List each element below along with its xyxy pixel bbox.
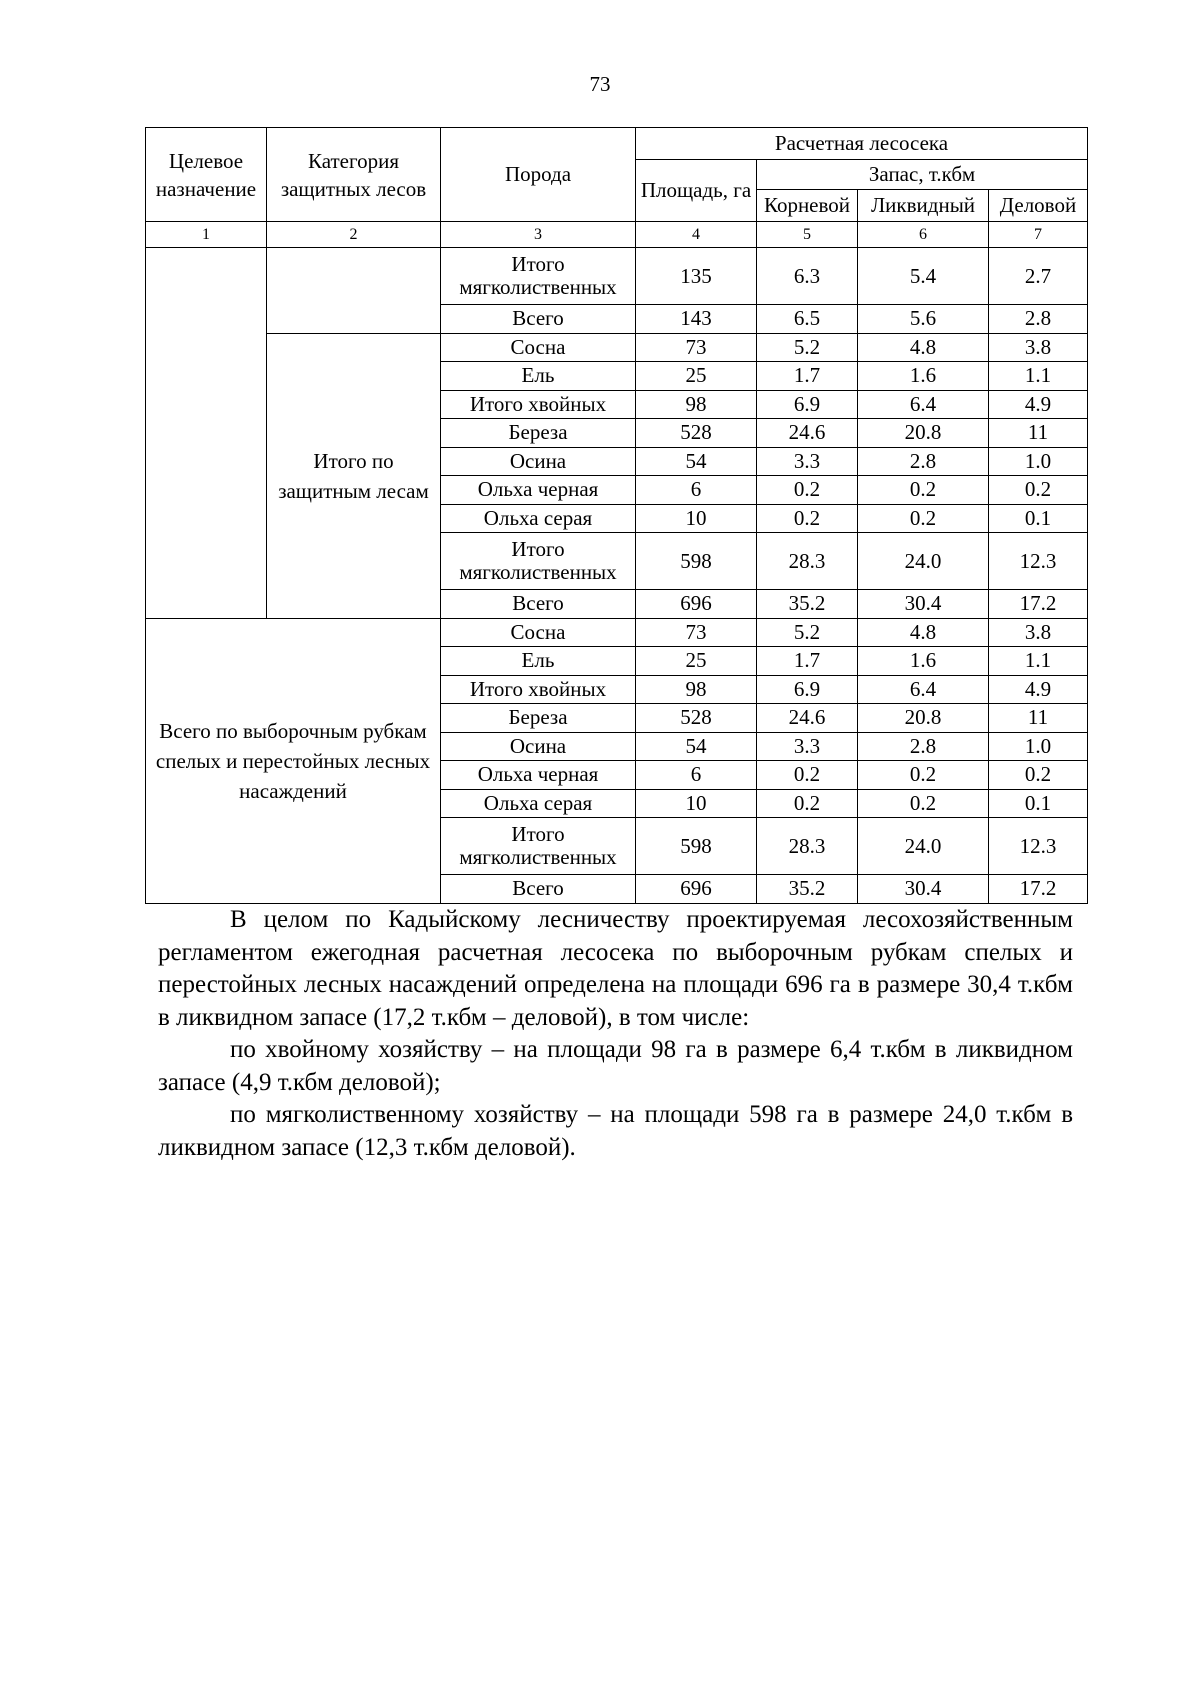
page-number: 73 bbox=[589, 72, 611, 96]
cell-business: 12.3 bbox=[989, 533, 1088, 590]
header-business: Деловой bbox=[989, 190, 1088, 222]
cell-species: Ольха черная bbox=[441, 761, 636, 790]
col-number: 3 bbox=[441, 222, 636, 248]
cell-area: 598 bbox=[636, 818, 757, 875]
total-selective-felling: Всего по выборочным рубкам спелых и перестойных лесных насаждений bbox=[146, 618, 441, 903]
cell-root: 35.2 bbox=[757, 875, 858, 904]
header-root: Корневой bbox=[757, 190, 858, 222]
cell-liquid: 6.4 bbox=[858, 390, 989, 419]
cell-species: Итого мягколиственных bbox=[441, 248, 636, 305]
cell-species: Сосна bbox=[441, 618, 636, 647]
cell-business: 0.1 bbox=[989, 789, 1088, 818]
table-row bbox=[146, 248, 1088, 305]
cell-species: Береза bbox=[441, 419, 636, 448]
cell-business: 2.8 bbox=[989, 305, 1088, 334]
cell-root: 1.7 bbox=[757, 362, 858, 391]
cell-root: 24.6 bbox=[757, 704, 858, 733]
cell-area: 73 bbox=[636, 333, 757, 362]
col-number: 5 bbox=[757, 222, 858, 248]
cell-root: 0.2 bbox=[757, 761, 858, 790]
cell-business: 3.8 bbox=[989, 618, 1088, 647]
category-cell-empty bbox=[267, 248, 441, 334]
header-stock-group: Запас, т.кбм bbox=[757, 160, 1088, 190]
cell-area: 6 bbox=[636, 476, 757, 505]
cell-root: 5.2 bbox=[757, 333, 858, 362]
cell-root: 0.2 bbox=[757, 789, 858, 818]
cell-area: 696 bbox=[636, 590, 757, 619]
cell-liquid: 24.0 bbox=[858, 818, 989, 875]
header-purpose: Целевое назначение bbox=[146, 128, 267, 222]
cell-liquid: 20.8 bbox=[858, 419, 989, 448]
cell-root: 6.3 bbox=[757, 248, 858, 305]
cell-business: 17.2 bbox=[989, 590, 1088, 619]
cell-area: 143 bbox=[636, 305, 757, 334]
cell-species: Ель bbox=[441, 647, 636, 676]
cell-liquid: 2.8 bbox=[858, 732, 989, 761]
cell-business: 2.7 bbox=[989, 248, 1088, 305]
cell-species: Ольха черная bbox=[441, 476, 636, 505]
cell-business: 1.0 bbox=[989, 447, 1088, 476]
cell-root: 35.2 bbox=[757, 590, 858, 619]
header-category: Категория защитных лесов bbox=[267, 128, 441, 222]
col-number: 1 bbox=[146, 222, 267, 248]
cell-species: Сосна bbox=[441, 333, 636, 362]
col-number: 7 bbox=[989, 222, 1088, 248]
cell-species: Осина bbox=[441, 447, 636, 476]
col-number: 2 bbox=[267, 222, 441, 248]
header-liquid: Ликвидный bbox=[858, 190, 989, 222]
header-area: Площадь, га bbox=[636, 160, 757, 222]
cell-liquid: 0.2 bbox=[858, 476, 989, 505]
cell-liquid: 30.4 bbox=[858, 590, 989, 619]
cell-liquid: 2.8 bbox=[858, 447, 989, 476]
purpose-cell-empty bbox=[146, 248, 267, 619]
cell-business: 3.8 bbox=[989, 333, 1088, 362]
cell-liquid: 5.6 bbox=[858, 305, 989, 334]
cell-species: Итого мягколиственных bbox=[441, 818, 636, 875]
cell-liquid: 1.6 bbox=[858, 362, 989, 391]
cell-area: 10 bbox=[636, 504, 757, 533]
header-species: Порода bbox=[441, 128, 636, 222]
cell-area: 25 bbox=[636, 362, 757, 391]
cell-business: 0.2 bbox=[989, 761, 1088, 790]
header-cut-group: Расчетная лесосека bbox=[636, 128, 1088, 160]
cell-species: Ель bbox=[441, 362, 636, 391]
cell-root: 3.3 bbox=[757, 732, 858, 761]
cell-area: 696 bbox=[636, 875, 757, 904]
cell-business: 17.2 bbox=[989, 875, 1088, 904]
cell-root: 5.2 bbox=[757, 618, 858, 647]
body-text bbox=[158, 904, 1073, 1164]
cell-liquid: 1.6 bbox=[858, 647, 989, 676]
cell-species: Береза bbox=[441, 704, 636, 733]
cell-area: 73 bbox=[636, 618, 757, 647]
cell-root: 0.2 bbox=[757, 476, 858, 505]
cell-liquid: 20.8 bbox=[858, 704, 989, 733]
cell-root: 6.5 bbox=[757, 305, 858, 334]
cell-business: 4.9 bbox=[989, 675, 1088, 704]
cell-root: 24.6 bbox=[757, 419, 858, 448]
cell-species: Итого мягколиственных bbox=[441, 533, 636, 590]
col-number: 6 bbox=[858, 222, 989, 248]
cell-business: 0.2 bbox=[989, 476, 1088, 505]
cell-area: 98 bbox=[636, 390, 757, 419]
cell-liquid: 0.2 bbox=[858, 761, 989, 790]
paragraph-softwood: по мягколиственному хозяйству – на площади 598 га в размере 24,0 т.кбм в ликвидном запасе (12,3 т.кбм деловой). bbox=[158, 1101, 1073, 1161]
table-row bbox=[146, 618, 1088, 647]
cell-area: 528 bbox=[636, 419, 757, 448]
cell-liquid: 4.8 bbox=[858, 333, 989, 362]
cell-root: 6.9 bbox=[757, 390, 858, 419]
column-number-row bbox=[146, 222, 1088, 248]
cell-area: 528 bbox=[636, 704, 757, 733]
table-row bbox=[146, 333, 1088, 362]
cell-root: 28.3 bbox=[757, 533, 858, 590]
cell-area: 10 bbox=[636, 789, 757, 818]
cell-species: Итого хвойных bbox=[441, 675, 636, 704]
cell-species: Всего bbox=[441, 305, 636, 334]
cell-liquid: 24.0 bbox=[858, 533, 989, 590]
col-number: 4 bbox=[636, 222, 757, 248]
cell-species: Ольха серая bbox=[441, 504, 636, 533]
cell-root: 1.7 bbox=[757, 647, 858, 676]
cell-business: 11 bbox=[989, 419, 1088, 448]
cell-root: 0.2 bbox=[757, 504, 858, 533]
cell-business: 11 bbox=[989, 704, 1088, 733]
cell-area: 135 bbox=[636, 248, 757, 305]
cell-species: Ольха серая bbox=[441, 789, 636, 818]
cell-species: Всего bbox=[441, 590, 636, 619]
cell-business: 1.1 bbox=[989, 362, 1088, 391]
cell-business: 12.3 bbox=[989, 818, 1088, 875]
cell-area: 98 bbox=[636, 675, 757, 704]
cell-business: 1.1 bbox=[989, 647, 1088, 676]
category-protective-forests: Итого по защитным лесам bbox=[267, 333, 441, 618]
cell-business: 1.0 bbox=[989, 732, 1088, 761]
cell-area: 6 bbox=[636, 761, 757, 790]
cell-area: 54 bbox=[636, 447, 757, 476]
cutting-table bbox=[145, 127, 1088, 904]
cell-liquid: 4.8 bbox=[858, 618, 989, 647]
cell-area: 598 bbox=[636, 533, 757, 590]
cell-liquid: 0.2 bbox=[858, 789, 989, 818]
cell-liquid: 6.4 bbox=[858, 675, 989, 704]
cell-liquid: 30.4 bbox=[858, 875, 989, 904]
cell-species: Итого хвойных bbox=[441, 390, 636, 419]
cell-liquid: 0.2 bbox=[858, 504, 989, 533]
cell-business: 0.1 bbox=[989, 504, 1088, 533]
cell-root: 6.9 bbox=[757, 675, 858, 704]
cell-species: Всего bbox=[441, 875, 636, 904]
cell-liquid: 5.4 bbox=[858, 248, 989, 305]
cell-root: 3.3 bbox=[757, 447, 858, 476]
cell-species: Осина bbox=[441, 732, 636, 761]
paragraph-conifer: по хвойному хозяйству – на площади 98 га в размере 6,4 т.кбм в ликвидном запасе (4,9 т.кбм деловой); bbox=[158, 1036, 1073, 1096]
cell-root: 28.3 bbox=[757, 818, 858, 875]
cell-area: 25 bbox=[636, 647, 757, 676]
paragraph-summary: В целом по Кадыйскому лесничеству проектируемая лесохозяйственным регламентом ежегодная расчетная лесосека по выборочным рубкам спелых и перестойных лесных насаждений определена на площади 696 га в размере 30,4 т.кбм в ликвидном запасе (17,2 т.кбм – деловой), в том числе: bbox=[158, 906, 1073, 1031]
cell-business: 4.9 bbox=[989, 390, 1088, 419]
cell-area: 54 bbox=[636, 732, 757, 761]
